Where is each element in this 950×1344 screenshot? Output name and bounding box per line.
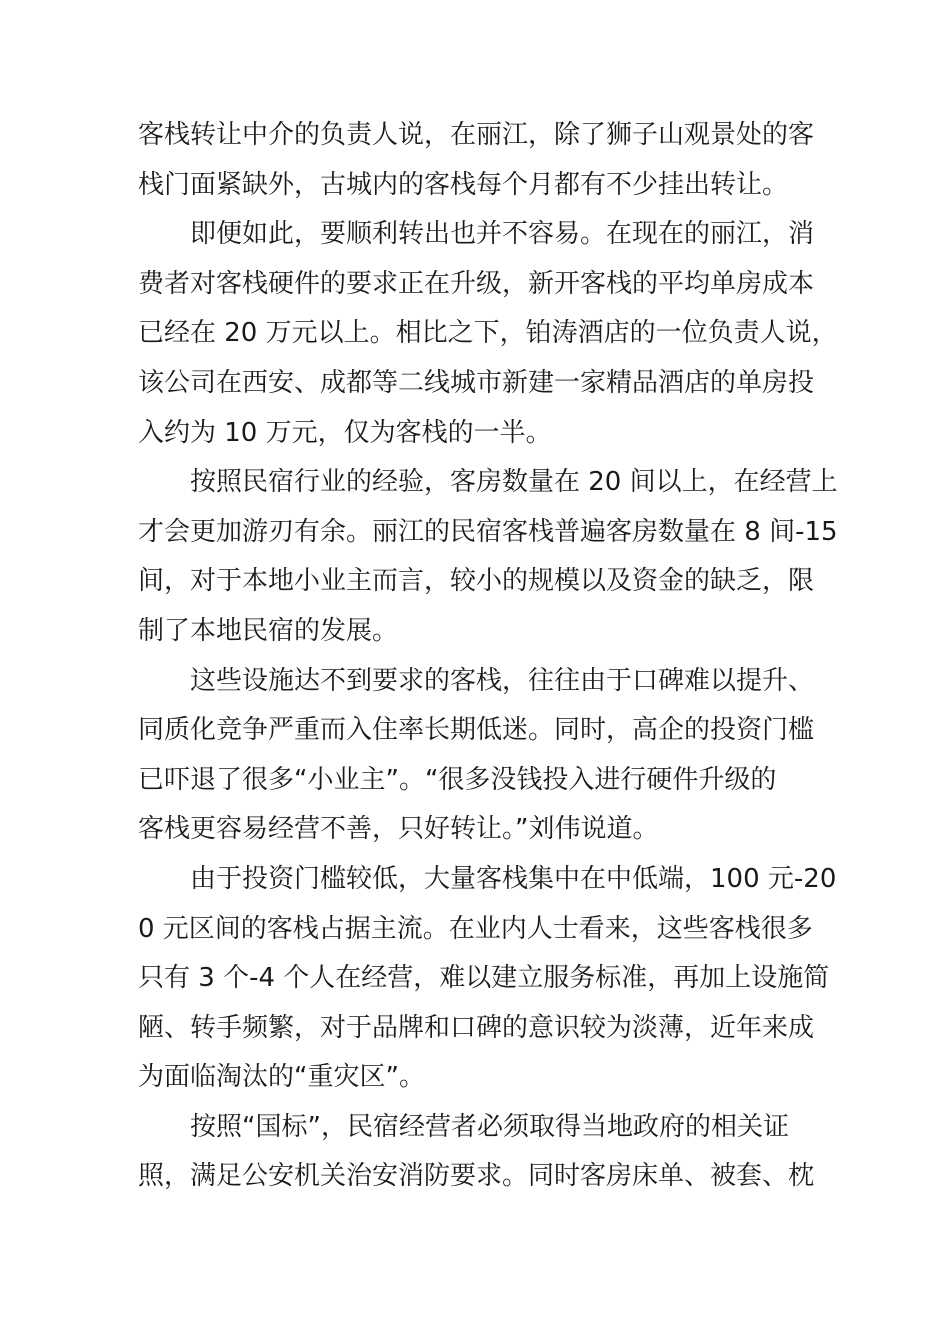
text-line: 由于投资门槛较低，大量客栈集中在中低端，100 元-20: [190, 863, 837, 894]
text-line: 照，满足公安机关治安消防要求。同时客房床单、被套、枕: [138, 1161, 815, 1192]
text-line: 陋、转手频繁，对于品牌和口碑的意识较为淡薄，近年来成: [138, 1012, 815, 1043]
text-line: 同质化竞争严重而入住率长期低迷。同时，高企的投资门槛: [138, 715, 815, 746]
text-line: 客栈更容易经营不善，只好转让。”刘伟说道。: [138, 814, 659, 845]
text-line: 已吓退了很多“小业主”。“很多没钱投入进行硬件升级的: [138, 764, 777, 795]
text-line: 为面临淘汰的“重灾区”。: [138, 1062, 425, 1093]
text-line: 客栈转让中介的负责人说，在丽江，除了狮子山观景处的客: [138, 120, 815, 150]
paragraph-5: [138, 855, 837, 1103]
text-line: 即便如此，要顺利转出也并不容易。在现在的丽江，消: [190, 219, 815, 250]
text-line: 间，对于本地小业主而言，较小的规模以及资金的缺乏，限: [138, 566, 815, 597]
paragraph-3: [138, 458, 838, 656]
text-line: 按照“国标”，民宿经营者必须取得当地政府的相关证: [190, 1111, 789, 1142]
paragraph-4: [138, 657, 818, 855]
paragraph-2: [138, 210, 838, 458]
text-line: 已经在 20 万元以上。相比之下，铂涛酒店的一位负责人说，: [138, 318, 838, 349]
paragraph-6: [138, 1103, 818, 1202]
text-line: 这些设施达不到要求的客栈，往往由于口碑难以提升、: [190, 665, 815, 696]
text-line: 制了本地民宿的发展。: [138, 615, 399, 646]
text-line: 栈门面紧缺外，古城内的客栈每个月都有不少挂出转让。: [138, 169, 789, 200]
article-body: [138, 111, 838, 1202]
text-line: 0 元区间的客栈占据主流。在业内人士看来，这些客栈很多: [138, 913, 813, 944]
paragraph-1: [138, 111, 818, 210]
text-line: 按照民宿行业的经验，客房数量在 20 间以上，在经营上: [190, 467, 838, 498]
text-line: 该公司在西安、成都等二线城市新建一家精品酒店的单房投: [138, 367, 815, 398]
text-line: 才会更加游刃有余。丽江的民宿客栈普遍客房数量在 8 间-15: [138, 516, 838, 547]
text-line: 费者对客栈硬件的要求正在升级，新开客栈的平均单房成本: [138, 268, 815, 299]
text-line: 只有 3 个-4 个人在经营，难以建立服务标准，再加上设施简: [138, 963, 830, 994]
text-line: 入约为 10 万元，仅为客栈的一半。: [138, 417, 552, 448]
